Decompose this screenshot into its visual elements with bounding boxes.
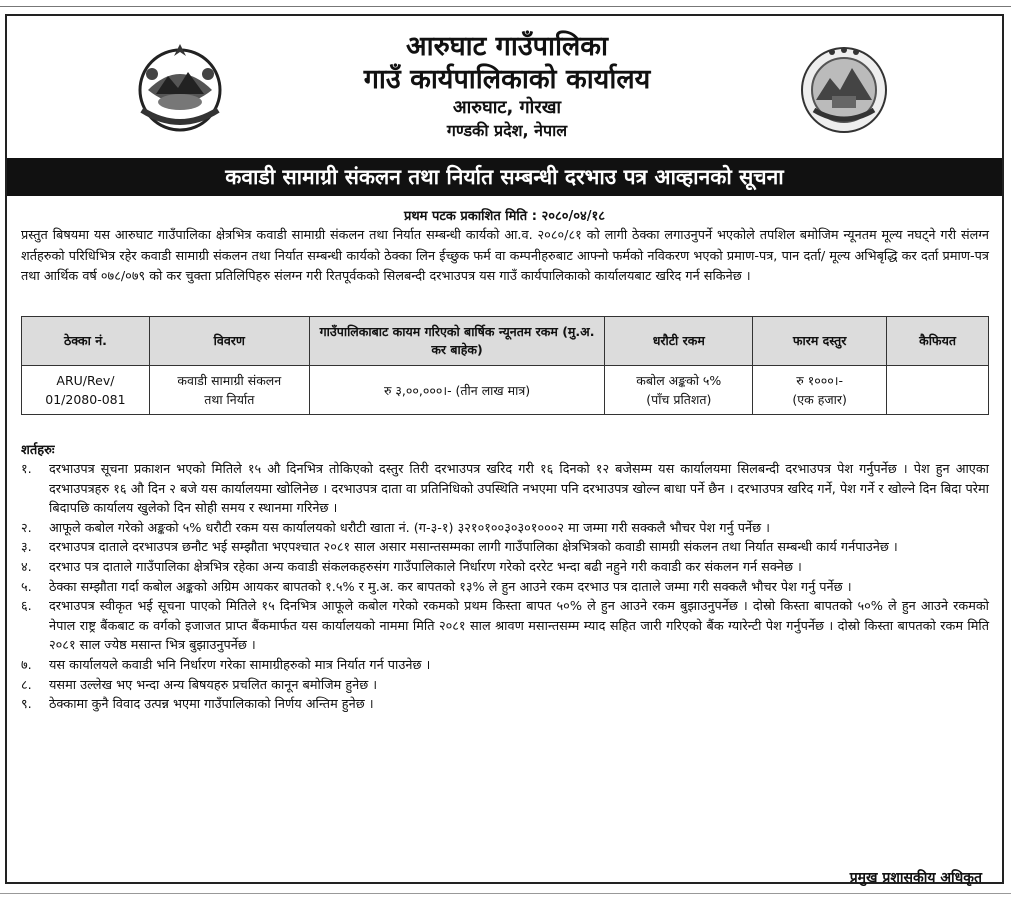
cell-form-fee: रु १०००।- (एक हजार) (753, 366, 887, 415)
top-rule (0, 6, 1011, 7)
list-item: ६. दरभाउपत्र स्वीकृत भई सूचना पाएको मितिले १५ दिनभित्र आफूले कबोल गरेको रकमको प्रथम किस्ता बापत ५०% ले हुन आउने रकम बुझाउनुपर्नेछ । दोस्रो किस्ता बापतको ५०% ले हुन आउने रकमको नेपाल राष्ट्र बैंकबाट क वर्गको इजाजत प्राप्त बैंकमार्फत यस कार्यालयको नाममा मिति २०८१ साल श्रावण मसान्तसम्म म्याद सहित जारी गरिएको बैंक ग्यारेन्टी पेश गर्नुपर्नेछ । दोस्रो किस्ता बापतको रकम मिति २०८१ साल ज्येष्ठ मसान्त भित्र बुझाउनुपर्नेछ । (21, 599, 989, 654)
table-row (22, 366, 989, 415)
cell-deposit: कबोल अङ्कको ५% (पाँच प्रतिशत) (605, 366, 753, 415)
municipality-name: आरुघाट गाउँपालिका (405, 31, 609, 62)
list-item: ८. यसमा उल्लेख भए भन्दा अन्य बिषयहरु प्रचलित कानून बमोजिम हुनेछ । (21, 677, 378, 693)
cell-description: कवाडी सामाग्री संकलन तथा निर्यात (149, 366, 309, 415)
cell-contract-no: ARU/Rev/ 01/2080-081 (22, 366, 150, 415)
terms-list (21, 460, 989, 715)
cell-minimum-amount: रु ३,००,०००।- (तीन लाख मात्र) (309, 366, 605, 415)
list-item: ७. यस कार्यालयले कवाडी भनि निर्धारण गरेका सामाग्रीहरुको मात्र निर्यात गर्न पाउनेछ । (21, 657, 431, 673)
header-text (247, 30, 767, 142)
bottom-rule (0, 893, 1011, 894)
nepal-emblem-icon (128, 38, 232, 138)
publication-date: प्रथम पटक प्रकाशित मिति : २०८०/०४/१८ (403, 209, 606, 224)
col-description: विवरण (149, 317, 309, 366)
office-address: आरुघाट, गोरखा (452, 97, 562, 118)
header (7, 16, 1002, 156)
col-remarks: कैफियत (887, 317, 989, 366)
terms-heading: शर्तहरुः (21, 443, 55, 458)
signature-title: प्रमुख प्रशासकीय अधिकृत (849, 870, 982, 886)
col-minimum-amount: गाउँपालिकाबाट कायम गरिएको बार्षिक न्यूनतम रकम (मु.अ. कर बाहेक) (309, 317, 605, 366)
intro-paragraph: प्रस्तुत बिषयमा यस आरुघाट गाउँपालिका क्षेत्रभित्र कवाडी सामाग्री संकलन तथा निर्यात सम्बन्धी कार्यको आ.व. २०८०/८१ को लागी ठेक्का लगाउनुपर्ने भएकोले तपशिल बमोजिम न्यूनतम मूल्य नघट्ने गरी संलग्न शर्तहरुको परिधिभित्र रहेर कवाडी सामाग्री संकलन तथा निर्यात सम्बन्धी कार्यको ठेक्का लिन ईच्छुक फर्म वा कम्पनीहरुबाट आफ्नो फर्मको नविकरण भएको प्रमाण-पत्र, पान दर्ता/ मूल्य अभिबृद्धि कर दर्ता प्रमाण-पत्र तथा आर्थिक वर्ष ०७८/०७९ को कर चुक्ता प्रतिलिपिहरु संलग्न गरी रितपूर्वकको सिलबन्दी दरभाउपत्र यस गाउँ कार्यपालिकाको कार्यालयबाट खरिद गर्न सकिनेछ । (21, 228, 990, 284)
list-item: ९. ठेक्कामा कुनै विवाद उत्पन्न भएमा गाउँपालिकाको निर्णय अन्तिम हुनेछ । (21, 697, 374, 713)
col-deposit: धरौटी रकम (605, 317, 753, 366)
tender-table (21, 316, 989, 415)
list-item: २. आफूले कबोल गरेको अङ्कको ५% धरौटी रकम यस कार्यालयको धरौटी खाता नं. (ग-३-१) ३२१०१००३०३०१०००२ मा जम्मा गरी सक्कलै भौचर पेश गर्नु पर्नेछ । (21, 520, 770, 536)
list-item: ५. ठेक्का सम्झौता गर्दा कबोल अङ्कको अग्रिम आयकर बापतको १.५% र मु.अ. कर बापतको १३% ले हुन आउने रकम दरभाउ पत्र दाताले जम्मा गरी सक्कलै भौचर पेश गर्नु पर्नेछ । (21, 579, 852, 595)
list-item: ४. दरभाउ पत्र दाताले गाउँपालिका क्षेत्रभित्र रहेका अन्य कवाडी संकलकहरुसंग गाउँपालिकाले निर्धारण गरेको दररेट भन्दा बढी नहुने गरी कवाडी कर संकलन गर्न सक्नेछ । (21, 559, 802, 575)
office-name: गाउँ कार्यपालिकाको कार्यालय (363, 64, 651, 95)
col-contract-no: ठेक्का नं. (22, 317, 150, 366)
municipality-logo-icon (792, 38, 896, 138)
notice-title: कवाडी सामाग्री संकलन तथा निर्यात सम्बन्धी दरभाउ पत्र आव्हानको सूचना (7, 158, 1002, 196)
list-item: १. दरभाउपत्र सूचना प्रकाशन भएको मितिले १५ औ दिनभित्र तोकिएको दस्तुर तिरी दरभाउपत्र खरिद गरी १६ दिनको १२ बजेसम्म यस कार्यालयमा सिलबन्दी दरभाउपत्र पेश गर्नुपर्नेछ । पेश हुन आएका दरभाउपत्रहरु १६ औ दिन २ बजे यस कार्यालयमा खोलिनेछ । दरभाउपत्र दाता वा प्रतिनिधिको उपस्थिति नभएमा पनि दरभाउपत्र खोल्न बाधा पर्ने छैन । दरभाउपत्र खरिद गर्ने, पेश गर्ने र खोल्ने दिन बिदा परेमा बिदापछि कार्यालय खुलेको दिन सोही समय र स्थानमा गरिनेछ । (21, 462, 989, 517)
cell-remarks (887, 366, 989, 415)
col-form-fee: फारम दस्तुर (753, 317, 887, 366)
notice-frame (5, 14, 1004, 884)
list-item: ३. दरभाउपत्र दाताले दरभाउपत्र छनौट भई सम्झौता भएपश्चात २०८१ साल असार मसान्तसम्मका लागी गाउँपालिका क्षेत्रभित्रको कवाडी सामग्री संकलन तथा निर्यात सम्बन्धी कार्य गर्नपाउनेछ । (21, 540, 898, 556)
table-header-row (22, 317, 989, 366)
office-province: गण्डकी प्रदेश, नेपाल (446, 121, 568, 140)
